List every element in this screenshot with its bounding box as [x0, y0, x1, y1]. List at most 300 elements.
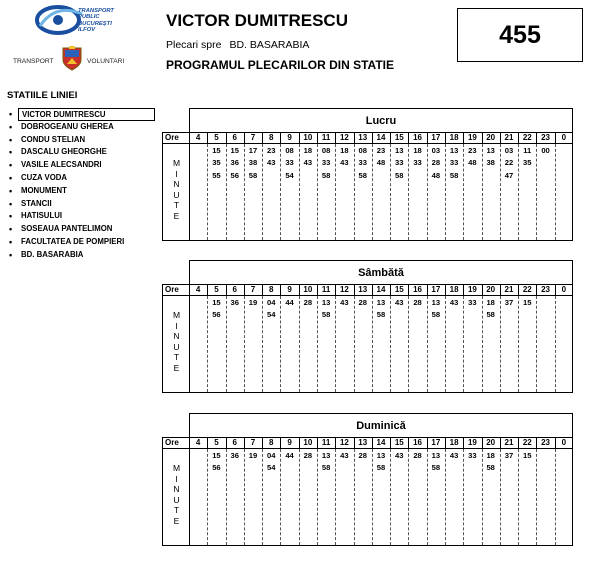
departure-minute: 28 [358, 451, 367, 460]
station-name: SOSEAUA PANTELIMON [21, 224, 113, 234]
column-divider [372, 438, 373, 448]
departure-minute: 18 [413, 146, 422, 155]
departure-minute: 43 [340, 158, 349, 168]
departure-minute: 15 [212, 451, 221, 460]
logo-brand-line: BUCUREȘTI [78, 20, 112, 27]
station-item [9, 198, 155, 211]
timetable-day-title: Lucru [189, 108, 573, 132]
logo-caption-left: TRANSPORT [13, 58, 54, 65]
departure-minute: 15 [523, 451, 532, 460]
column-divider [335, 438, 336, 448]
station-name: CUZA VODA [21, 172, 68, 182]
logo-brand-text [78, 8, 114, 34]
hour-cell: 12 [339, 285, 349, 294]
departure-minute: 58 [321, 310, 331, 320]
departure-minute: 13 [376, 451, 386, 460]
departure-minute: 08 [285, 146, 294, 155]
departure-minute: 18 [486, 298, 495, 307]
hour-cell: 15 [394, 133, 404, 142]
departure-minute: 43 [340, 298, 349, 307]
column-dashed-divider [354, 449, 355, 545]
column-divider [207, 133, 208, 143]
column-dashed-divider [555, 296, 556, 392]
departure-minute: 36 [230, 158, 239, 168]
column-divider [427, 285, 428, 295]
station-name: FACULTATEA DE POMPIERI [21, 236, 125, 246]
logo-brand-line: PUBLIC [78, 14, 100, 21]
hour-cell: 6 [232, 438, 237, 447]
departure-minute: 54 [267, 463, 276, 473]
timetable-grid [162, 132, 573, 242]
hour-cell: 14 [376, 285, 386, 294]
minute-label-letter: N [173, 179, 180, 190]
column-dashed-divider [280, 296, 281, 392]
column-dashed-divider [536, 449, 537, 545]
column-divider [500, 285, 501, 295]
departure-minute: 00 [541, 146, 550, 155]
column-divider [262, 438, 263, 448]
station-item [9, 159, 155, 172]
departure-minute: 13 [449, 146, 459, 155]
minute-label-letter: T [173, 505, 180, 516]
column-divider [354, 285, 355, 295]
column-dashed-divider [335, 296, 336, 392]
column-divider [408, 133, 409, 143]
hour-cell: 7 [250, 285, 256, 294]
hour-cell: 19 [467, 438, 477, 447]
tpbi-logo [6, 2, 156, 74]
hour-cell: 15 [394, 438, 404, 447]
minute-label-letter: U [173, 341, 180, 352]
departure-minute: 36 [230, 298, 239, 307]
minute-label-letter: E [173, 516, 180, 526]
minute-label-letter: M [172, 310, 181, 320]
column-divider [445, 133, 446, 143]
column-divider [445, 285, 446, 295]
column-dashed-divider [500, 449, 501, 545]
column-divider [299, 285, 300, 295]
departure-minute: 37 [504, 298, 514, 307]
hour-cell: 14 [376, 133, 386, 142]
departure-minute: 23 [468, 146, 477, 155]
departure-minute: 56 [230, 170, 239, 180]
minutes-body [162, 448, 573, 546]
hour-cell: 0 [561, 285, 567, 294]
departure-minute: 28 [413, 451, 422, 460]
departure-minute: 58 [486, 463, 495, 473]
minute-label-letter: E [173, 363, 180, 373]
timetable-2 [162, 260, 573, 394]
column-divider [207, 285, 208, 295]
minutes-body [162, 295, 573, 393]
minute-label-letter: U [173, 189, 180, 200]
column-dashed-divider [280, 449, 281, 545]
hour-cell: 10 [303, 438, 313, 447]
hour-cell: 19 [467, 285, 477, 294]
column-divider [555, 133, 556, 143]
column-dashed-divider [244, 449, 245, 545]
departure-minute: 19 [248, 298, 258, 307]
column-divider [244, 133, 245, 143]
departure-minute: 13 [431, 451, 441, 460]
column-dashed-divider [555, 144, 556, 240]
departure-minute: 15 [523, 298, 532, 307]
minute-label-letter: M [172, 158, 181, 168]
departure-minute: 43 [395, 451, 404, 460]
hour-cell: 18 [449, 285, 459, 294]
column-dashed-divider [335, 449, 336, 545]
column-divider [226, 285, 227, 295]
column-divider [280, 438, 281, 448]
column-dashed-divider [445, 449, 446, 545]
departure-minute: 54 [267, 310, 276, 320]
departure-minute: 43 [340, 451, 349, 460]
station-item [9, 185, 155, 198]
hour-cell: 9 [287, 438, 292, 447]
ore-label: Ore [165, 133, 179, 142]
station-item [9, 121, 155, 134]
column-dashed-divider [536, 296, 537, 392]
route-number-badge: 455 [457, 8, 583, 62]
hour-cell: 5 [214, 285, 219, 294]
departure-minute: 43 [395, 298, 404, 307]
departure-minute: 43 [303, 158, 313, 168]
column-divider [244, 285, 245, 295]
hour-cell: 22 [522, 285, 532, 294]
hour-cell: 17 [431, 285, 441, 294]
hour-cell: 14 [376, 438, 386, 447]
hour-cell: 8 [269, 133, 274, 142]
column-divider [463, 133, 464, 143]
column-dashed-divider [390, 296, 391, 392]
column-divider [427, 438, 428, 448]
column-dashed-divider [445, 296, 446, 392]
logo-caption-right: VOLUNTARI [87, 58, 125, 65]
departure-minute: 13 [321, 298, 331, 307]
station-item [9, 172, 155, 185]
hour-cell: 7 [250, 438, 256, 447]
column-divider [189, 285, 190, 295]
departure-minute: 18 [303, 146, 313, 155]
column-divider [427, 133, 428, 143]
column-divider [372, 133, 373, 143]
hour-cell: 21 [504, 285, 514, 294]
departure-minute: 58 [449, 170, 459, 180]
column-dashed-divider [299, 449, 300, 545]
timetable-grid [162, 284, 573, 394]
station-name: DASCALU GHEORGHE [21, 147, 107, 157]
departure-minute: 54 [285, 170, 294, 180]
departure-minute: 43 [267, 158, 276, 168]
departure-minute: 23 [267, 146, 276, 155]
column-divider [463, 438, 464, 448]
departure-minute: 58 [395, 170, 404, 180]
hour-cell: 23 [541, 285, 550, 294]
departure-minute: 33 [468, 298, 477, 307]
hour-cell: 23 [541, 438, 550, 447]
station-name: DOBROGEANU GHEREA [21, 121, 114, 131]
column-divider [280, 285, 281, 295]
departure-minute: 13 [431, 298, 441, 307]
departure-minute: 13 [395, 146, 404, 155]
departure-minute: 38 [248, 158, 258, 168]
station-name: HATISULUI [21, 211, 63, 221]
departure-minute: 47 [504, 170, 514, 180]
column-dashed-divider [463, 296, 464, 392]
station-name: STANCII [21, 198, 52, 208]
column-dashed-divider [555, 449, 556, 545]
departure-minute: 28 [413, 298, 422, 307]
departure-minute: 35 [523, 158, 532, 168]
column-divider [244, 438, 245, 448]
hour-cell: 13 [358, 438, 368, 447]
column-divider [555, 285, 556, 295]
hour-cell: 16 [413, 285, 422, 294]
column-divider [555, 438, 556, 448]
station-name: MONUMENT [21, 185, 67, 195]
column-divider [335, 133, 336, 143]
hour-cell: 21 [504, 438, 514, 447]
departure-minute: 22 [504, 158, 514, 168]
departure-minute: 15 [212, 146, 221, 155]
timetable-1 [162, 108, 573, 242]
column-divider [518, 285, 519, 295]
ore-divider [189, 449, 190, 545]
station-name: VASILE ALECSANDRI [21, 160, 102, 170]
hour-cell: 11 [321, 438, 331, 447]
departure-minute: 28 [303, 298, 313, 307]
column-divider [189, 438, 190, 448]
departure-minute: 08 [358, 146, 367, 155]
departure-minute: 38 [486, 158, 495, 168]
departure-minute: 43 [449, 298, 459, 307]
direction-line [166, 39, 309, 51]
column-divider [408, 285, 409, 295]
departure-minute: 04 [267, 451, 276, 460]
departure-minute: 17 [248, 146, 258, 155]
hour-cell: 17 [431, 438, 441, 447]
hour-cell: 22 [522, 133, 532, 142]
departure-minute: 33 [468, 451, 477, 460]
minute-label-letter: T [173, 200, 180, 211]
column-divider [408, 438, 409, 448]
departure-minute: 28 [431, 158, 441, 168]
station-name: BD. BASARABIA [21, 249, 84, 259]
logo-brand-line: TRANSPORT [78, 8, 114, 14]
column-divider [262, 285, 263, 295]
hour-cell: 20 [486, 285, 496, 294]
departure-minute: 33 [321, 158, 331, 168]
logo-brand-line: ILFOV [78, 27, 96, 34]
departure-minute: 13 [321, 451, 331, 460]
column-dashed-divider [518, 296, 519, 392]
departure-minute: 58 [431, 310, 441, 320]
timetable-day-title: Duminică [189, 413, 573, 437]
ore-divider [189, 144, 190, 240]
departure-minute: 33 [358, 158, 367, 168]
minutes-body [162, 143, 573, 241]
departure-minute: 15 [212, 298, 221, 307]
departure-minute: 58 [248, 170, 258, 180]
departure-minute: 56 [212, 310, 221, 320]
hour-cell: 5 [214, 133, 219, 142]
station-item [9, 108, 155, 121]
hour-cell: 13 [358, 133, 368, 142]
column-divider [390, 438, 391, 448]
column-divider [226, 438, 227, 448]
departure-minute: 33 [395, 158, 404, 168]
column-divider [463, 285, 464, 295]
column-divider [262, 133, 263, 143]
departure-minute: 08 [321, 146, 331, 155]
departure-minute: 03 [504, 146, 514, 155]
departure-minute: 44 [285, 451, 294, 460]
hour-cell: 0 [561, 133, 567, 142]
hour-cell: 9 [287, 133, 292, 142]
hour-cell: 4 [195, 438, 201, 447]
departure-minute: 04 [267, 298, 276, 307]
hour-cell: 9 [287, 285, 292, 294]
column-dashed-divider [463, 449, 464, 545]
hour-cell: 5 [214, 438, 219, 447]
column-dashed-divider [226, 449, 227, 545]
column-divider [354, 438, 355, 448]
minute-label-letter: T [173, 352, 180, 363]
hour-cell: 10 [303, 133, 313, 142]
column-dashed-divider [408, 296, 409, 392]
column-dashed-divider [226, 296, 227, 392]
stations-list [9, 108, 155, 262]
column-divider [354, 133, 355, 143]
departure-minute: 58 [431, 463, 441, 473]
column-dashed-divider [390, 449, 391, 545]
voluntari-crest-icon [61, 46, 83, 72]
column-divider [500, 438, 501, 448]
ore-label: Ore [165, 438, 179, 447]
direction-destination: BD. BASARABIA [229, 39, 310, 51]
column-dashed-divider [354, 296, 355, 392]
departure-minute: 15 [230, 146, 239, 155]
station-item [9, 134, 155, 147]
hour-cell: 12 [339, 133, 349, 142]
station-item [9, 223, 155, 236]
ore-label: Ore [165, 285, 179, 294]
column-divider [226, 133, 227, 143]
departure-minute: 18 [486, 451, 495, 460]
station-item [9, 249, 155, 262]
hour-cell: 0 [561, 438, 567, 447]
ore-divider [189, 296, 190, 392]
column-divider [280, 133, 281, 143]
departure-minute: 58 [358, 170, 367, 180]
column-dashed-divider [518, 449, 519, 545]
departure-minute: 48 [376, 158, 386, 168]
hour-cell: 13 [358, 285, 368, 294]
column-divider [317, 285, 318, 295]
timetable-3 [162, 413, 573, 547]
hour-cell: 4 [195, 285, 201, 294]
hour-cell: 20 [486, 438, 496, 447]
column-divider [317, 438, 318, 448]
column-divider [390, 133, 391, 143]
timetable-day-title: Sâmbătă [189, 260, 573, 284]
minute-label-letter: N [173, 484, 180, 495]
departure-minute: 58 [321, 463, 331, 473]
station-name: CONDU STELIAN [21, 134, 86, 144]
departure-minute: 35 [212, 158, 221, 168]
hour-cell: 23 [541, 133, 550, 142]
departure-minute: 43 [449, 451, 459, 460]
departure-minute: 58 [486, 310, 495, 320]
column-dashed-divider [244, 296, 245, 392]
departure-minute: 23 [376, 146, 386, 155]
departure-minute: 28 [358, 298, 367, 307]
column-divider [536, 285, 537, 295]
column-divider [445, 438, 446, 448]
departure-minute: 58 [376, 310, 386, 320]
departure-minute: 33 [285, 158, 294, 168]
column-divider [500, 133, 501, 143]
column-divider [207, 438, 208, 448]
departure-minute: 03 [431, 146, 441, 155]
column-divider [372, 285, 373, 295]
hour-cell: 21 [504, 133, 514, 142]
column-divider [482, 438, 483, 448]
hour-cell: 7 [250, 133, 256, 142]
timetable-grid [162, 437, 573, 547]
minute-label-letter: I [175, 473, 178, 484]
station-item [9, 210, 155, 223]
minute-label-letter: I [175, 320, 178, 331]
hour-cell: 17 [431, 133, 441, 142]
hour-cell: 12 [339, 438, 349, 447]
hour-cell: 4 [195, 133, 201, 142]
hour-cell: 16 [413, 133, 422, 142]
departure-minute: 11 [523, 146, 532, 155]
stop-title: VICTOR DUMITRESCU [166, 11, 348, 30]
hour-cell: 20 [486, 133, 496, 142]
departure-minute: 36 [230, 451, 239, 460]
column-divider [518, 133, 519, 143]
departure-minute: 28 [303, 451, 313, 460]
departure-minute: 58 [376, 463, 386, 473]
departure-minute: 33 [449, 158, 459, 168]
hour-cell: 22 [522, 438, 532, 447]
column-divider [335, 285, 336, 295]
column-dashed-divider [299, 296, 300, 392]
hour-cell: 6 [232, 133, 237, 142]
departure-minute: 13 [376, 298, 386, 307]
hour-cell: 18 [449, 438, 459, 447]
column-divider [536, 438, 537, 448]
departure-minute: 58 [321, 170, 331, 180]
minute-label-letter: N [173, 331, 180, 342]
column-divider [482, 285, 483, 295]
column-divider [189, 133, 190, 143]
departure-minute: 48 [468, 158, 477, 168]
minute-label-letter: I [175, 168, 178, 179]
hour-cell: 11 [321, 285, 331, 294]
hour-cell: 8 [269, 438, 274, 447]
station-name: VICTOR DUMITRESCU [18, 108, 155, 121]
hour-cell: 16 [413, 438, 422, 447]
minute-label-letter: M [172, 463, 181, 473]
column-dashed-divider [500, 296, 501, 392]
column-divider [482, 133, 483, 143]
column-divider [317, 133, 318, 143]
departure-minute: 44 [285, 298, 294, 307]
departure-minute: 37 [504, 451, 514, 460]
